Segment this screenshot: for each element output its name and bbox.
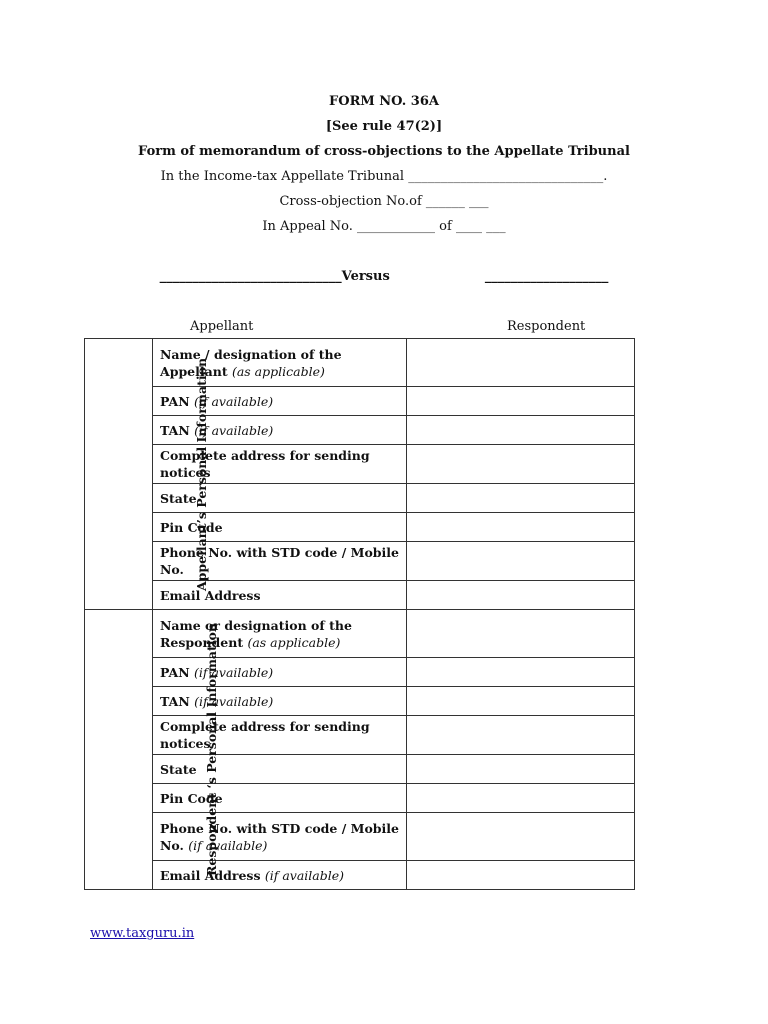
respondent-field-label (153, 610, 407, 658)
field-note: (if available) (264, 867, 345, 883)
respondent-pan-input[interactable] (407, 658, 635, 687)
rule-reference: [See rule 47(2)] (325, 119, 443, 134)
field-note: (if available) (193, 664, 274, 680)
appellant-field-label (153, 339, 407, 387)
table-row (85, 542, 635, 581)
appellant-field-label (153, 445, 407, 484)
field-label-text: Complete address for sending notices (160, 719, 370, 751)
respondent-field-label (153, 813, 407, 861)
appellant-field-label (153, 387, 407, 416)
table-row (85, 784, 635, 813)
field-label-text: Name or designation of the Respondent (160, 617, 352, 650)
form-title: Form of memorandum of cross-objections to the Appellate Tribunal (138, 144, 630, 159)
respondent-field-label (153, 658, 407, 687)
table-row (85, 716, 635, 755)
appellant-address-input[interactable] (407, 445, 635, 484)
field-label-text: TAN (160, 693, 195, 709)
respondent-section-title: Respondent ‘s Personal Information (203, 623, 219, 876)
table-row (85, 658, 635, 687)
field-label-text: Email Address (160, 587, 261, 603)
appellant-tan-input[interactable] (407, 416, 635, 445)
taxguru-link[interactable]: www.taxguru.in (90, 926, 195, 941)
respondent-state-input[interactable] (407, 755, 635, 784)
respondent-address-input[interactable] (407, 716, 635, 755)
appellant-pincode-input[interactable] (407, 513, 635, 542)
field-note: (as applicable) (247, 634, 341, 650)
appellant-field-label (153, 416, 407, 445)
field-label-text: State (160, 761, 197, 777)
table-row (85, 484, 635, 513)
table-row (85, 445, 635, 484)
table-row (85, 416, 635, 445)
tribunal-line: In the Income-tax Appellate Tribunal ______________________________. (160, 169, 608, 184)
table-row (85, 581, 635, 610)
appellant-field-label (153, 581, 407, 610)
cross-objection-line: Cross-objection No.of ______ ___ (279, 194, 489, 209)
respondent-field-label (153, 861, 407, 890)
respondent-label: Respondent (507, 319, 586, 334)
field-label-text: Name / designation of the Appellant (160, 346, 342, 379)
table-row (85, 861, 635, 890)
table-row (85, 339, 635, 387)
table-row (85, 755, 635, 784)
appellant-email-input[interactable] (407, 581, 635, 610)
respondent-field-label (153, 716, 407, 755)
field-note: (if available) (188, 837, 268, 853)
field-label-text: Phone No. with STD code / Mobile No. (160, 820, 399, 853)
field-note: (as applicable) (231, 363, 325, 379)
personal-information-table (84, 338, 635, 890)
field-label-text: Phone No. with STD code / Mobile No. (160, 545, 399, 577)
appellant-field-label (153, 542, 407, 581)
table-row (85, 610, 635, 658)
appeal-number-line: In Appeal No. ____________ of ____ ___ (262, 219, 506, 234)
respondent-email-input[interactable] (407, 861, 635, 890)
respondent-phone-input[interactable] (407, 813, 635, 861)
table-row (85, 813, 635, 861)
field-label-text: PAN (160, 393, 194, 409)
field-label-text: Pin Code (160, 519, 223, 535)
table-row (85, 687, 635, 716)
field-label-text: State (160, 490, 197, 506)
field-note: (if available) (194, 693, 274, 709)
respondent-name-input[interactable] (407, 610, 635, 658)
table-row (85, 513, 635, 542)
respondent-field-label (153, 687, 407, 716)
field-label-text: PAN (160, 664, 194, 680)
versus-line: ____________________________Versus ___________________ (159, 269, 609, 284)
field-note: (if available) (193, 393, 274, 409)
appellant-state-input[interactable] (407, 484, 635, 513)
appellant-pan-input[interactable] (407, 387, 635, 416)
form-number: FORM NO. 36A (329, 94, 439, 109)
appellant-phone-input[interactable] (407, 542, 635, 581)
field-note: (if available) (194, 422, 274, 438)
respondent-field-label (153, 784, 407, 813)
field-label-text: Pin Code (160, 790, 223, 806)
appellant-field-label (153, 484, 407, 513)
respondent-pincode-input[interactable] (407, 784, 635, 813)
respondent-field-label (153, 755, 407, 784)
field-label-text: Complete address for sending notices (160, 448, 370, 480)
table-row (85, 387, 635, 416)
field-label-text: Email Address (160, 867, 265, 883)
respondent-tan-input[interactable] (407, 687, 635, 716)
appellant-name-input[interactable] (407, 339, 635, 387)
appellant-field-label (153, 513, 407, 542)
field-label-text: TAN (160, 422, 195, 438)
appellant-section-title: Appellant’s Personal Information (194, 357, 210, 591)
appellant-label: Appellant (190, 319, 254, 334)
